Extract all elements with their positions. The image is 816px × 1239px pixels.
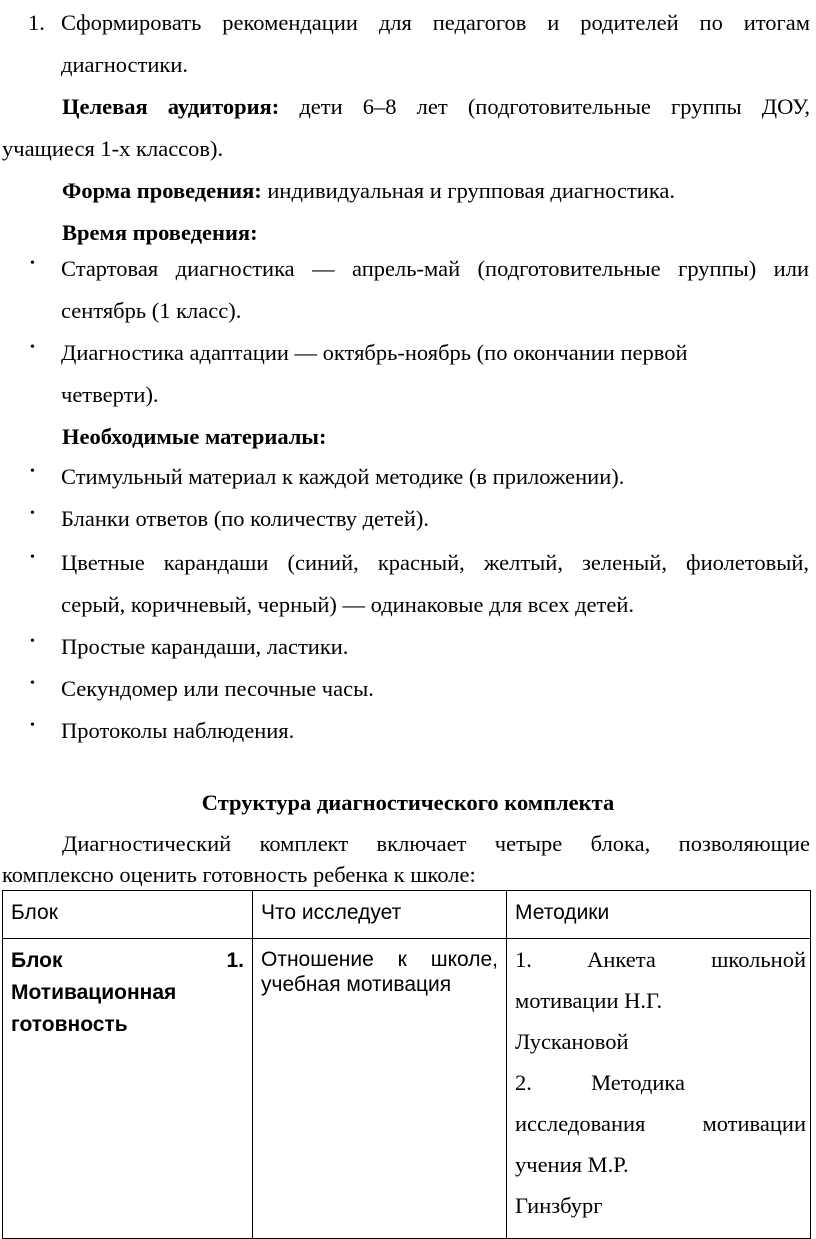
time-item-2-line2: четверти). [61,382,159,407]
materials-item-5: Секундомер или песочные часы. [61,676,374,701]
methods-line: Гинзбург [515,1193,603,1218]
diagnostic-table [2,890,811,1239]
bullet-icon: • [30,718,35,733]
block-name-1: Мотивационная [11,981,177,1004]
materials-item-3-line1: Цветные карандаши (синий, красный, желтый, зеленый, фиолетовый, [61,550,809,575]
methods-line: 2. Методика [515,1070,685,1095]
time-item-1-line2: сентябрь (1 класс). [61,298,242,323]
header-explores: Что исследует [253,891,507,939]
audience-text-1: дети 6–8 лет (подготовительные группы ДОУ, [299,94,811,119]
materials-item-2: Бланки ответов (по количеству детей). [61,506,430,531]
header-block: Блок [3,891,253,939]
header-methods: Методики [507,891,811,939]
structure-intro-line1: Диагностический комплект включает четыре блока, позволяющие [62,831,810,856]
table-header-row [3,891,811,939]
materials-item-4: Простые карандаши, ластики. [61,634,349,659]
materials-label: Необходимые материалы: [62,424,327,449]
item-number: 1. [28,10,45,35]
table-row [3,939,811,1239]
bullet-icon: • [30,676,35,691]
block-title: Блок 1. [11,949,244,972]
audience-line1 [62,86,810,128]
item-1-line2: диагностики. [61,52,189,77]
numbered-item-1 [28,2,810,86]
block-cell [3,939,253,1239]
explores-line1: Отношение к школе, [261,948,498,971]
methods-line: учения М.Р. [515,1152,629,1177]
bullet-icon: • [30,550,35,565]
block-name-2: готовность [11,1013,128,1036]
bullet-icon: • [30,340,35,355]
structure-intro-line2: комплексно оценить готовность ребенка к школе: [2,862,476,887]
materials-item-6: Протоколы наблюдения. [61,718,295,743]
item-1-line1: Сформировать рекомендации для педагогов и родителей по итогам [61,10,810,35]
form-label: Форма проведения: [62,178,262,203]
audience-line2: учащиеся 1-х классов). [2,136,224,161]
materials-item-1: Стимульный материал к каждой методике (в приложении). [61,464,625,489]
explores-line2: учебная мотивация [261,973,452,996]
form-text: индивидуальная и групповая диагностика. [267,178,676,203]
methods-line: 1. Анкета школьной [515,947,806,972]
bullet-icon: • [30,256,35,271]
materials-item-3-line2: серый, коричневый, черный) — одинаковые для всех детей. [61,592,635,617]
methods-line: исследования мотивации [515,1111,806,1136]
form-line [62,170,675,212]
time-label: Время проведения: [62,220,258,245]
methods-line: мотивации Н.Г. [515,988,663,1013]
methods-line: Лускановой [515,1029,629,1054]
time-item-1-line1: Стартовая диагностика — апрель-май (подготовительные группы) или [61,256,809,281]
time-item-2-line1: Диагностика адаптации — октябрь-ноябрь (по окончании первой [61,340,688,365]
bullet-icon: • [30,506,35,521]
bullet-icon: • [30,464,35,479]
methods-cell [507,939,811,1239]
explores-cell [253,939,507,1239]
bullet-icon: • [30,634,35,649]
audience-label: Целевая аудитория: [62,94,280,119]
structure-heading: Структура диагностического комплекта [201,790,615,815]
